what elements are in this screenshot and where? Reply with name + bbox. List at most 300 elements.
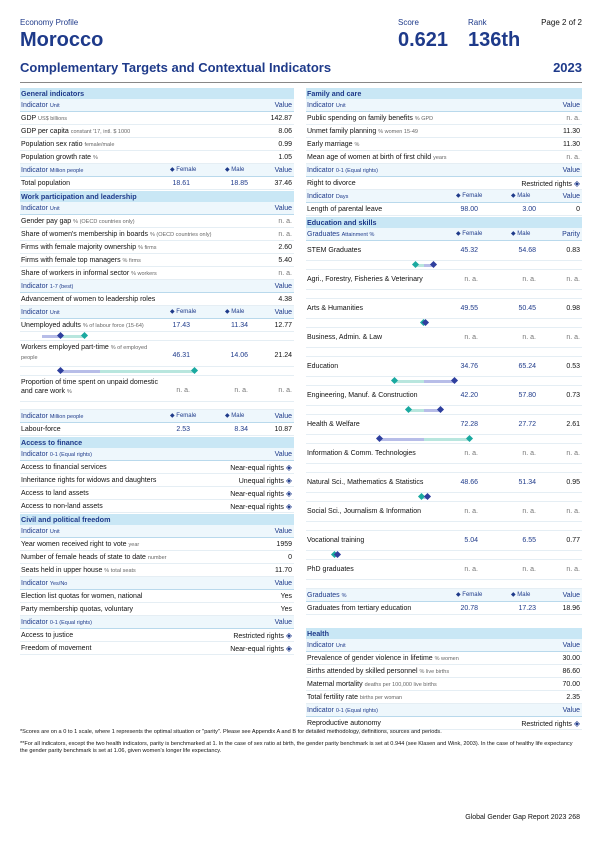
table-row [306,652,582,665]
row-label: Party membership quotas, voluntary [21,606,134,613]
bar-row [20,367,294,376]
parity-value: 0.53 [566,363,580,370]
column-header [306,639,582,652]
table-row [20,138,294,151]
row-value: 1959 [276,541,292,548]
female-value: 34.76 [460,363,478,370]
parity-value: 2.61 [566,421,580,428]
male-legend: ◆ Male [511,193,531,199]
table-row [306,203,582,216]
column-header [20,164,294,177]
table-row [20,603,294,616]
row-unit: female/male [84,142,115,148]
section-heading: Family and care [306,88,582,99]
diamond-icon: ◈ [573,719,580,728]
row-value: 2.60 [278,244,292,251]
row-value: 37.46 [274,180,292,187]
row-label: Seats held in upper house [21,567,103,574]
indicator-label: Indicator [21,619,48,626]
table-row [20,177,294,190]
indicator-label: Indicator [21,167,48,174]
row-label: Gender pay gap [21,218,72,225]
indicator-label: Indicator [21,102,48,109]
table-row [20,293,294,306]
score-value: 0.621 [398,29,449,51]
footnote-2: **For all indicators, except the two health indicators, parity is benchmarked at 1. In the case of sex ratio at birth, the gender parity benchmark is set at 0.944 (see Klasen and Wink, 2003). In the case of healthy life expectancy the gender parity benchmark is set at 1.06, given women's longer life expectancy. [20,741,573,754]
table-row [20,125,294,138]
bar-row [306,493,582,502]
table-row [20,500,294,513]
row-label: STEM Graduates [307,247,362,254]
rights-text: Near-equal rights [230,504,284,511]
row-value: n. a. [278,270,292,277]
title-divider [20,82,582,83]
row-unit: % women 15-49 [378,129,418,135]
table-row [20,267,294,280]
table-row [306,112,582,125]
table-row [306,328,582,348]
row-value: Yes [280,593,292,600]
row-value: 142.87 [270,115,292,122]
row-unit: % [66,389,72,395]
section-heading: Education and skills [306,217,582,228]
row-unit: % [354,142,360,148]
female-legend: ◆ Female [170,413,197,419]
table-row [20,319,294,332]
rights-text: Near-equal rights [230,465,284,472]
male-value: 17.23 [518,605,536,612]
table-row [306,357,582,377]
row-value: n. a. [278,218,292,225]
row-label: Advancement of women to leadership roles [21,296,156,303]
table-row [306,151,582,164]
section-heading: Civil and political freedom [20,514,294,525]
row-label: Share of workers in informal sector [21,270,130,277]
unit-label: Million people [49,168,84,174]
table-row [306,602,582,615]
row-label: PhD graduates [307,566,354,573]
row-value: 10.87 [274,426,292,433]
table-row [306,444,582,464]
table-row [20,228,294,241]
male-marker [451,377,458,384]
female-value: 42.20 [460,392,478,399]
health-rows [306,652,582,704]
table-row [20,254,294,267]
table-row [306,177,582,190]
row-label: Workers employed part-time [21,344,109,351]
row-value: 1.05 [278,154,292,161]
column-header [306,704,582,717]
female-value: n. a. [176,387,190,394]
female-legend: ◆ Female [456,592,483,598]
indicator-label: Indicator [21,580,48,587]
row-label: Education [307,363,339,370]
bar-row [306,377,582,386]
row-label: Public spending on family benefits [307,115,413,122]
male-value: 51.34 [518,479,536,486]
column-header [20,306,294,319]
male-value: 57.80 [518,392,536,399]
row-label: Firms with female top managers [21,257,121,264]
indicator-label: Indicator [307,642,334,649]
section-heading: General indicators [20,88,294,99]
male-legend: ◆ Male [511,231,531,237]
indicator-label: Indicator [307,707,334,714]
column-header [20,616,294,629]
bar-row [306,290,582,299]
unit-label: Unit [49,310,60,316]
unit-label: Days [335,194,349,200]
row-label: Election list quotas for women, national [21,593,143,600]
parity-value: n. a. [566,334,580,341]
row-value: n. a. [566,115,580,122]
row-label: Agri., Forestry, Fisheries & Veterinary [307,276,423,283]
rights-text: Unequal rights [238,478,284,485]
rank-label: Rank [468,18,487,27]
unit-label: Unit [49,103,60,109]
indicator-label: Indicator [21,413,48,420]
indicator-label: Indicator [307,193,334,200]
row-label: Information & Comm. Technologies [307,450,416,457]
value-label: Value [562,592,580,599]
unit-label: 0-1 (Equal rights) [49,620,92,626]
page-title [20,60,582,80]
value-label: Value [274,167,292,174]
indicator-label: Indicator [307,167,334,174]
value-label: Value [274,309,292,316]
row-value: 4.38 [278,296,292,303]
row-value: 21.24 [274,352,292,359]
row-value: 18.96 [562,605,580,612]
row-value: Yes [280,606,292,613]
row-unit: % live births [419,669,450,675]
yesno-rows [20,590,294,616]
row-label: Graduates from tertiary education [307,605,412,612]
row-unit: % women [434,656,459,662]
row-unit-2: people [21,355,38,361]
row-label: Population sex ratio [21,141,83,148]
row-value: 11.70 [275,567,292,574]
row-label: Population growth rate [21,154,92,161]
male-value: n. a. [522,334,536,341]
unit-label: Unit [49,529,60,535]
female-value: 5.04 [464,537,478,544]
column-header [306,228,582,241]
table-row [306,270,582,290]
table-row [306,299,582,319]
male-value: 54.68 [518,247,536,254]
female-value: n. a. [464,334,478,341]
female-value: 72.28 [460,421,478,428]
row-value: 0.99 [278,141,292,148]
row-unit: % GPD [414,116,434,122]
female-legend: ◆ Female [170,309,197,315]
female-legend: ◆ Female [456,231,483,237]
female-value: 45.32 [460,247,478,254]
bar-row [306,580,582,589]
table-row [20,215,294,228]
female-value: 46.31 [172,352,190,359]
column-header [20,99,294,112]
parity-value: 0.95 [566,479,580,486]
male-legend: ◆ Male [225,309,245,315]
table-row [20,474,294,487]
row-label: Arts & Humanities [307,305,364,312]
row-unit: years [433,155,447,161]
family-rows [306,112,582,164]
year-label: 2023 [553,60,582,75]
row-label: Firms with female majority ownership [21,244,137,251]
male-value: n. a. [522,450,536,457]
parity-label: Parity [562,231,580,238]
row-label: Early marriage [307,141,353,148]
male-legend: ◆ Male [225,167,245,173]
row-value: n. a. [566,154,580,161]
page-title-text: Complementary Targets and Contextual Indicators [20,60,332,75]
civil-rights-rows [20,629,294,655]
male-value: 50.45 [518,305,536,312]
bar-row [306,261,582,270]
male-value: 6.55 [522,537,536,544]
bar-row [306,551,582,560]
column-header [20,202,294,215]
indicator-label: Indicator [21,283,48,290]
row-label: Births attended by skilled personnel [307,668,418,675]
row-label: Year women received right to vote [21,541,127,548]
row-unit: % of labour force (15-64) [82,323,144,329]
table-row [306,125,582,138]
female-value: 49.55 [460,305,478,312]
female-value: 18.61 [172,180,190,187]
table-row [306,138,582,151]
rights-value [230,461,292,475]
row-label: Access to justice [21,632,74,639]
value-label: Value [562,102,580,109]
column-header [306,164,582,177]
column-header [20,280,294,293]
unit-label: % [341,593,347,599]
value-label: Value [274,413,292,420]
female-value: 20.78 [460,605,478,612]
country-name: Morocco [20,29,104,51]
row-label: Engineering, Manuf. & Construction [307,392,418,399]
unit-label: Unit [49,206,60,212]
row-unit: births per woman [359,695,403,701]
row-value: 11.30 [563,141,580,148]
value-label: Value [274,283,292,290]
row-value: n. a. [278,387,292,394]
table-row [20,376,294,402]
table-row [306,415,582,435]
row-unit: % of employed [110,345,148,351]
parity-value: n. a. [566,450,580,457]
female-value: 17.43 [172,322,190,329]
row-label: Vocational training [307,537,365,544]
row-unit: constant '17, intl. $ 1000 [70,129,131,135]
male-value: n. a. [234,387,248,394]
unit-label: Yes/No [49,581,68,587]
table-row [20,112,294,125]
row-label: Unmet family planning [307,128,377,135]
diamond-icon: ◈ [285,476,292,485]
row-label: GDP [21,115,37,122]
table-row [20,642,294,655]
row-label: Inheritance rights for widows and daughters [21,477,157,484]
profile-label: Economy Profile [20,18,79,27]
rights-value [521,177,580,191]
row-label: Right to divorce [307,180,356,187]
row-unit: % total seats [104,568,136,574]
rights-text: Near-equal rights [230,491,284,498]
row-label: Reproductive autonomy [307,720,381,727]
row-label: Number of female heads of state to date [21,554,146,561]
row-unit: % [93,155,98,161]
education-rows [306,241,582,589]
rights-text: Restricted rights [521,181,572,188]
row-unit: number [147,555,167,561]
value-label: Value [274,580,292,587]
female-value: n. a. [464,276,478,283]
male-legend: ◆ Male [225,413,245,419]
table-row [306,560,582,580]
row-label: Access to financial services [21,464,107,471]
parity-value: 0.83 [566,247,580,254]
indicator-label: Indicator [21,528,48,535]
column-header [20,448,294,461]
row-label: Access to non-land assets [21,503,103,510]
row-unit: % firms [122,258,141,264]
row-label: Prevalence of gender violence in lifetime [307,655,433,662]
value-label: Value [562,167,580,174]
row-label: Length of parental leave [307,206,383,213]
parity-value: n. a. [566,566,580,573]
row-label: Social Sci., Journalism & Information [307,508,421,515]
row-label: Natural Sci., Mathematics & Statistics [307,479,424,486]
row-value: 12.77 [274,322,292,329]
male-value: 3.00 [522,206,536,213]
row-value: 70.00 [562,681,580,688]
section-heading: Work participation and leadership [20,191,294,202]
indicator-label: Indicator [21,205,48,212]
value-label: Value [562,642,580,649]
value-label: Value [274,102,292,109]
female-value: n. a. [464,508,478,515]
row-value: 0 [576,206,580,213]
table-row [20,151,294,164]
table-row [20,590,294,603]
male-value: n. a. [522,508,536,515]
unit-label: 0-1 (Equal rights) [49,452,92,458]
male-value: 65.24 [518,363,536,370]
diamond-icon: ◈ [573,179,580,188]
table-row [306,691,582,704]
section-heading: Health [306,628,582,639]
row-unit: % firms [138,245,157,251]
row-label: Labour-force [21,426,61,433]
section-heading: Access to finance [20,437,294,448]
row-value: 86.60 [562,668,580,675]
table-row [20,551,294,564]
row-label: Health & Welfare [307,421,360,428]
value-label: Value [562,193,580,200]
row-value: 0 [288,554,292,561]
row-label: Maternal mortality [307,681,363,688]
diamond-icon: ◈ [285,463,292,472]
female-value: 98.00 [460,206,478,213]
rank-value: 136th [468,29,521,51]
row-label: Share of women's membership in boards [21,231,149,238]
score-label: Score [398,18,419,27]
parity-value: n. a. [566,276,580,283]
page-indicator: Page 2 of 2 [541,18,582,27]
indicator-label: Indicator [21,451,48,458]
bar-row [20,332,294,341]
general-rows [20,112,294,164]
value-label: Value [274,205,292,212]
row-unit: % (OECD countries only) [149,232,212,238]
row-value: 2.35 [566,694,580,701]
rights-value [233,629,292,643]
rights-text: Restricted rights [521,721,572,728]
row-value: 30.00 [562,655,580,662]
table-row [306,531,582,551]
table-row [20,564,294,577]
table-row [306,678,582,691]
female-value: 48.66 [460,479,478,486]
table-row [20,341,294,367]
male-bar [424,380,454,383]
bar-row [306,435,582,444]
graduates-label: Graduates [307,592,340,599]
row-value: 8.06 [278,128,292,135]
row-label: Proportion of time spent on unpaid domestic [21,379,158,386]
table-row [20,629,294,642]
row-value: 5.40 [278,257,292,264]
page-footer: Global Gender Gap Report 2023 268 [465,814,580,821]
row-label: Mean age of women at birth of first child [307,154,432,161]
rights-text: Restricted rights [233,633,284,640]
rights-value [239,474,292,488]
rights-text: Near-equal rights [230,646,284,653]
row-label: Total population [21,180,71,187]
male-value: 14.06 [230,352,248,359]
table-row [20,241,294,254]
unit-label: Attainment % [341,232,375,238]
value-label: Value [274,619,292,626]
parity-value: n. a. [566,508,580,515]
male-value: n. a. [522,566,536,573]
unit-label: 0-1 (Equal rights) [335,168,378,174]
table-row [20,461,294,474]
parity-value: 0.77 [566,537,580,544]
row-unit: US$ billions [38,116,68,122]
row-unit: deaths per 100,000 live births [364,682,437,688]
parity-value: 0.73 [566,392,580,399]
table-row [306,502,582,522]
bar-row [20,402,294,410]
bar-row [306,406,582,415]
table-row [20,487,294,500]
row-label-2: and care work [21,388,65,395]
female-bar [100,370,194,373]
rights-value [230,487,292,501]
row-unit: % workers [131,271,157,277]
row-label: GDP per capita [21,128,69,135]
diamond-icon: ◈ [285,489,292,498]
table-row [306,386,582,406]
male-value: 27.72 [518,421,536,428]
